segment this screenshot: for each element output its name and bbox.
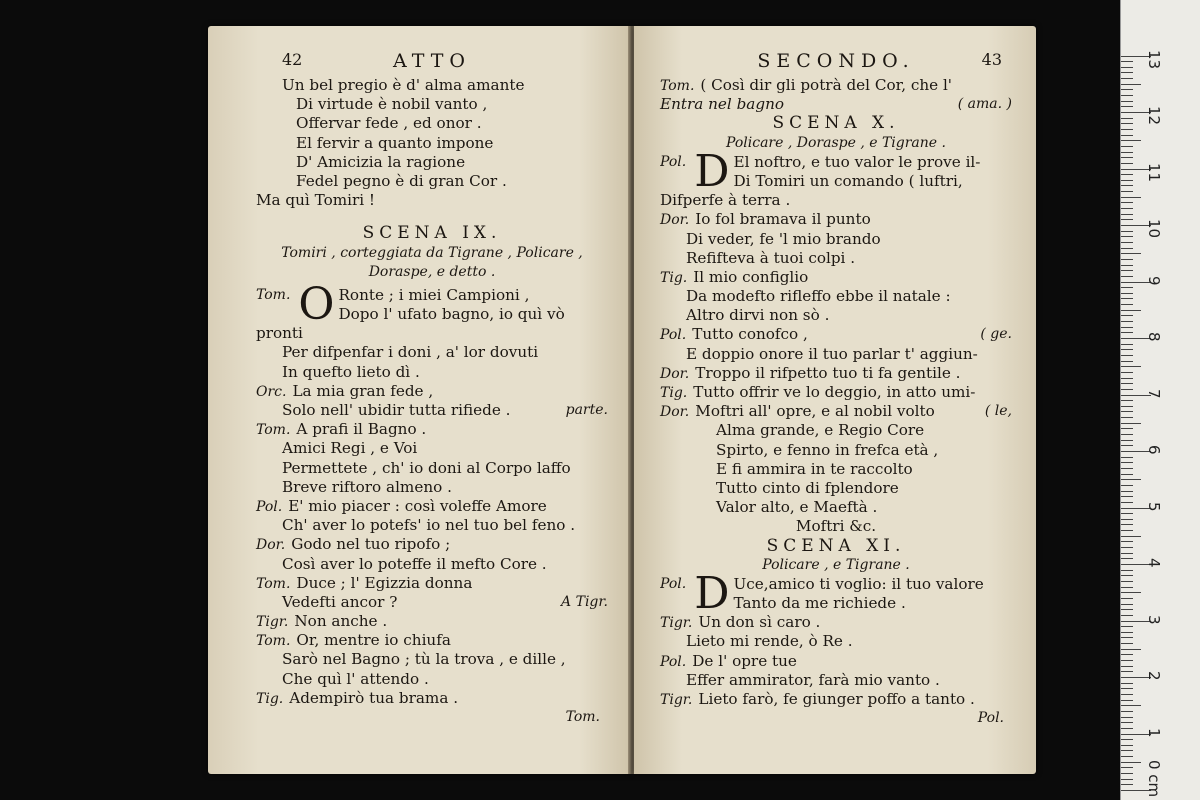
speaker-label: Pol.	[660, 575, 687, 592]
ruler-tick	[1121, 197, 1141, 198]
text-line	[256, 76, 608, 95]
text-line	[256, 689, 608, 708]
line-text: Per difpenfar i doni , a' lor dovuti	[282, 343, 539, 362]
text-line	[256, 153, 608, 172]
line-text: Duce ; l' Egizzia donna	[296, 573, 473, 592]
ruler-tick	[1121, 180, 1133, 181]
line-text: Spirto, e fenno in frefca età ,	[716, 440, 939, 459]
ruler-tick	[1121, 72, 1133, 73]
text-line	[660, 95, 1012, 114]
speaker-label: Tom.	[256, 422, 291, 439]
line-text: Che quì l' attendo .	[282, 669, 429, 688]
line-text: E doppio onore il tuo parlar t' aggiun-	[686, 344, 978, 363]
ruler-tick	[1121, 259, 1133, 260]
speaker-label: Dor.	[660, 365, 690, 382]
speaker-label: Pol.	[660, 327, 687, 344]
ruler-tick	[1121, 445, 1133, 446]
line-text: Adempirò tua brama .	[289, 688, 459, 707]
text-line	[660, 345, 1012, 364]
ruler-tick	[1121, 185, 1133, 186]
ruler-tick	[1121, 660, 1133, 661]
dialogue-line: Ronte ; i miei Campioni ,	[338, 285, 530, 304]
left-dialogue-block	[256, 324, 608, 708]
ruler-tick	[1121, 694, 1133, 695]
ruler-tick	[1121, 739, 1133, 740]
ruler-tick	[1121, 496, 1133, 497]
text-line	[256, 478, 608, 497]
line-text: La mia gran fede ,	[292, 381, 434, 400]
stage-direction: ( ge.	[980, 326, 1012, 343]
line-text: Godo nel tuo ripofo ;	[291, 535, 451, 554]
stage-direction: ( le,	[984, 403, 1012, 420]
text-line	[660, 421, 1012, 440]
ruler-tick	[1121, 626, 1133, 627]
ruler-tick	[1121, 78, 1133, 79]
ruler-tick	[1121, 784, 1133, 785]
text-line	[256, 420, 608, 439]
line-text: Alma grande, e Regio Core	[716, 421, 925, 440]
text-line	[660, 460, 1012, 479]
ruler-tick	[1121, 637, 1133, 638]
ruler-tick	[1121, 773, 1133, 774]
speaker-label: Pol.	[660, 653, 687, 670]
line-text: Effer ammirator, farà mio vanto .	[686, 670, 940, 689]
line-text: Da modefto rifleffo ebbe il natale :	[686, 287, 951, 306]
ruler-tick	[1121, 219, 1133, 220]
text-line	[256, 459, 608, 478]
speaker-label: Tig.	[660, 385, 688, 401]
ruler-tick	[1121, 728, 1133, 729]
ruler-tick	[1121, 474, 1133, 475]
ruler-tick	[1121, 61, 1133, 62]
speaker-label: Tom.	[256, 286, 291, 303]
ruler-tick	[1121, 146, 1133, 147]
ruler-tick	[1121, 349, 1133, 350]
text-line	[660, 632, 1012, 651]
ruler-tick	[1121, 592, 1141, 593]
text-line	[256, 497, 608, 516]
line-text: Moftri all' opre, e al nobil volto	[695, 402, 935, 421]
ruler-tick	[1121, 558, 1133, 559]
ruler-label: 1	[1145, 727, 1163, 738]
ruler-tick	[1121, 779, 1133, 780]
scene-heading-xi: SCENA XI.	[766, 535, 906, 556]
text-line	[660, 671, 1012, 690]
ruler-tick	[1121, 208, 1133, 209]
text-line	[660, 613, 1012, 632]
ruler-tick	[1121, 434, 1133, 435]
line-text: Di virtude è nobil vanto ,	[296, 95, 488, 114]
text-line	[256, 382, 608, 401]
text-line	[660, 230, 1012, 249]
ruler-tick	[1121, 406, 1133, 407]
text-line	[256, 650, 608, 669]
ruler-tick	[1121, 745, 1133, 746]
ruler-tick	[1121, 214, 1133, 215]
speaker-label: Orc.	[256, 383, 287, 400]
text-line	[256, 535, 608, 554]
ruler-tick	[1121, 191, 1133, 192]
scene-heading-x: SCENA X.	[772, 113, 900, 134]
text-line	[256, 324, 608, 343]
speaker-label: Tig.	[660, 269, 688, 286]
ruler-tick	[1121, 423, 1141, 424]
text-line	[660, 402, 1012, 421]
ruler-tick	[1121, 705, 1141, 706]
ruler-label: 5	[1145, 501, 1163, 512]
ruler-tick	[1121, 711, 1133, 712]
left-running-title: ATTO	[393, 50, 471, 72]
speaker-label: Tom.	[256, 633, 291, 650]
ruler-label: 0 cm	[1145, 760, 1163, 798]
ruler-tick	[1121, 118, 1133, 119]
speaker-label: Tigr.	[660, 692, 693, 708]
line-text: Breve riftoro almeno .	[282, 477, 452, 496]
ruler-tick	[1121, 756, 1133, 757]
right-running-head	[660, 50, 1012, 72]
ruler-tick	[1121, 400, 1133, 401]
ruler-tick	[1121, 123, 1133, 124]
text-line	[256, 363, 608, 382]
ruler-tick	[1121, 654, 1133, 655]
ruler-tick	[1121, 242, 1133, 243]
text-line	[660, 690, 1012, 709]
dialogue-line: Tanto da me richiede .	[733, 594, 906, 613]
right-page	[634, 26, 1036, 774]
drop-cap-block-xi	[660, 575, 1012, 613]
line-text: Refifteva à tuoi colpi .	[686, 248, 856, 267]
text-line	[256, 574, 608, 593]
ruler-label: 6	[1145, 445, 1163, 455]
ruler-tick	[1121, 293, 1133, 294]
line-text: Altro dirvi non sò .	[686, 306, 830, 325]
drop-cap-letter: D	[694, 574, 730, 614]
scene-xi-cast: Policare , e Tigrane .	[762, 556, 910, 573]
drop-cap-block-ix	[256, 286, 608, 324]
ruler-label: 12	[1145, 106, 1163, 126]
text-line	[660, 364, 1012, 383]
text-line	[660, 306, 1012, 325]
text-line	[660, 498, 1012, 517]
dialogue-line: Dopo l' ufato bagno, io quì vò	[338, 305, 565, 324]
line-text: Tutto offrir ve lo deggio, in atto umi-	[693, 383, 976, 401]
ruler-label: 2	[1145, 671, 1163, 681]
line-text: In quefto lieto dì .	[282, 362, 420, 381]
dialogue-line: Uce,amico ti voglio: il tuo valore	[733, 574, 984, 593]
line-text: A prafi il Bagno .	[296, 420, 427, 439]
ruler-tick	[1121, 95, 1133, 96]
text-line	[256, 134, 608, 153]
speaker-label: Tom.	[660, 78, 695, 94]
left-page-number: 42	[282, 50, 303, 69]
text-line	[256, 439, 608, 458]
text-line	[660, 249, 1012, 268]
stage-direction: A Tigr.	[561, 593, 608, 610]
ruler-tick	[1121, 541, 1133, 542]
line-text: Lieto farò, fe giunger poffo a tanto .	[698, 690, 975, 708]
ruler-tick	[1121, 378, 1133, 379]
text-line	[660, 652, 1012, 671]
ruler-tick	[1121, 315, 1133, 316]
speaker-label: Pol.	[256, 498, 283, 515]
ruler-tick	[1121, 163, 1133, 164]
line-text: ( Così dir gli potrà del Cor, che l'	[700, 76, 952, 94]
line-text: Tutto conofco ,	[692, 325, 808, 344]
ruler-tick	[1121, 129, 1133, 130]
line-text: Un bel pregio è d' alma amante	[282, 76, 525, 94]
ruler-tick	[1121, 202, 1133, 203]
line-text: Lieto mi rende, ò Re .	[686, 632, 853, 651]
line-text: De l' opre tue	[692, 651, 797, 670]
scene-ix-cast-line-1: Tomiri , corteggiata da Tigrane , Policare ,	[281, 244, 583, 261]
line-text: Ch' aver lo potefs' io nel tuo bel feno .	[282, 516, 576, 535]
ruler-tick	[1121, 649, 1141, 650]
ruler-tick	[1121, 231, 1133, 232]
line-text: Fedel pegno è di gran Cor .	[296, 171, 507, 190]
ruler-tick	[1121, 598, 1133, 599]
ruler-tick	[1121, 135, 1133, 136]
ruler-label: 3	[1145, 614, 1163, 625]
line-text: Valor alto, e Maeftà .	[716, 498, 878, 517]
ruler-tick	[1121, 462, 1133, 463]
line-text: Così aver lo poteffe il mefto Core .	[282, 554, 547, 573]
line-text: pronti	[256, 324, 303, 343]
drop-cap-letter: O	[298, 285, 335, 325]
dialogue-line: Di Tomiri un comando ( luftri,	[733, 171, 963, 190]
ruler-tick	[1121, 106, 1133, 107]
centimeter-ruler	[1120, 0, 1200, 800]
ruler-tick	[1121, 700, 1133, 701]
ruler-tick	[1121, 67, 1133, 68]
text-line	[256, 172, 608, 191]
ruler-tick	[1121, 372, 1133, 373]
text-line	[256, 631, 608, 650]
ruler-tick	[1121, 688, 1133, 689]
ruler-tick	[1121, 101, 1133, 102]
ruler-tick	[1121, 411, 1133, 412]
stage-direction: parte.	[565, 402, 608, 418]
ruler-tick	[1121, 643, 1133, 644]
ruler-tick	[1121, 762, 1141, 763]
ruler-tick	[1121, 152, 1133, 153]
ruler-tick	[1121, 361, 1133, 362]
ruler-tick	[1121, 84, 1141, 85]
scene-heading-ix: SCENA IX.	[362, 223, 502, 244]
left-verse-block	[256, 76, 608, 210]
ruler-tick	[1121, 519, 1133, 520]
ruler-tick	[1121, 174, 1133, 175]
text-line	[256, 516, 608, 535]
ruler-tick	[1121, 750, 1133, 751]
scene-x-cast: Policare , Doraspe , e Tigrane .	[726, 134, 946, 151]
ruler-tick	[1121, 547, 1133, 548]
ruler-tick	[1121, 248, 1133, 249]
text-line	[256, 612, 608, 631]
scene-ix-cast-line-2: Doraspe, e detto .	[368, 263, 496, 280]
line-text: Io fol bramava il punto	[695, 210, 871, 229]
line-text: Solo nell' ubidir tutta rifiede .	[282, 401, 511, 419]
drop-cap-block-x	[660, 153, 1012, 191]
line-text: Vedefti ancor ?	[282, 592, 398, 611]
ruler-tick	[1121, 440, 1133, 441]
text-line	[256, 191, 608, 210]
ruler-tick	[1121, 524, 1133, 525]
ruler-tick	[1121, 683, 1133, 684]
text-line	[660, 210, 1012, 229]
text-line	[256, 555, 608, 574]
text-line	[256, 95, 608, 114]
ruler-tick	[1121, 332, 1133, 333]
ruler-tick	[1121, 767, 1133, 768]
ruler-tick	[1121, 265, 1133, 266]
ruler-label: 4	[1145, 558, 1163, 568]
ruler-tick	[1121, 615, 1133, 616]
text-line	[660, 268, 1012, 287]
ruler-tick	[1121, 722, 1133, 723]
text-line	[256, 401, 608, 420]
line-text: El fervir a quanto impone	[296, 133, 494, 152]
text-line	[256, 670, 608, 689]
drop-cap-letter: D	[694, 152, 730, 192]
ruler-tick	[1121, 587, 1133, 588]
text-line	[660, 287, 1012, 306]
line-text: D' Amicizia la ragione	[296, 152, 466, 171]
ruler-tick	[1121, 717, 1133, 718]
ruler-tick	[1121, 417, 1133, 418]
ruler-tick	[1121, 157, 1133, 158]
text-line	[660, 479, 1012, 498]
ruler-label: 8	[1145, 332, 1163, 342]
right-page-number: 43	[981, 50, 1002, 69]
speaker-label: Tigr.	[256, 614, 289, 631]
ruler-tick	[1121, 327, 1133, 328]
ruler-tick	[1121, 609, 1133, 610]
line-text: Sarò nel Bagno ; tù la trova , e dille ,	[282, 650, 566, 669]
ruler-tick	[1121, 355, 1133, 356]
line-text: Entra nel bagno	[660, 95, 784, 114]
ruler-tick	[1121, 457, 1133, 458]
right-catchword: Pol.	[977, 710, 1004, 727]
speaker-label: Tig.	[256, 690, 284, 707]
ruler-tick	[1121, 389, 1133, 390]
text-line	[660, 191, 1012, 210]
line-text: Offervar fede , ed onor .	[296, 114, 482, 133]
speaker-label: Dor.	[256, 537, 286, 554]
ruler-tick	[1121, 253, 1141, 254]
text-line	[660, 383, 1012, 402]
ruler-tick	[1121, 536, 1141, 537]
stage-direction: ( ama. )	[957, 96, 1012, 113]
line-text: Non anche .	[294, 612, 388, 631]
ruler-tick	[1121, 581, 1133, 582]
ruler-tick	[1121, 321, 1133, 322]
ruler-tick	[1121, 604, 1133, 605]
line-text: Or, mentre io chiufa	[296, 631, 451, 650]
ruler-label: 7	[1145, 388, 1163, 399]
line-text: Un don sì caro .	[698, 613, 821, 632]
line-text: Di veder, fe 'l mio brando	[686, 229, 881, 248]
ruler-tick	[1121, 570, 1133, 571]
ruler-label: 9	[1145, 275, 1163, 286]
ruler-tick	[1121, 479, 1141, 480]
ruler-tick	[1121, 485, 1133, 486]
ruler-tick	[1121, 632, 1133, 633]
left-page	[208, 26, 630, 774]
line-text: Permettete , ch' io doni al Corpo laffo	[282, 458, 571, 477]
speaker-label: Dor.	[660, 212, 690, 229]
ruler-tick	[1121, 287, 1133, 288]
line-text: E fi ammira in te raccolto	[716, 459, 913, 478]
line-text: Ma quì Tomiri !	[256, 191, 376, 210]
text-line	[256, 343, 608, 362]
ruler-tick	[1121, 468, 1133, 469]
ruler-tick	[1121, 276, 1133, 277]
ruler-tick	[1121, 140, 1141, 141]
ruler-tick	[1121, 89, 1133, 90]
ruler-tick	[1121, 671, 1133, 672]
ruler-tick	[1121, 236, 1133, 237]
mostri-line: Moftri &c.	[795, 517, 877, 536]
ruler-tick	[1121, 502, 1133, 503]
ruler-tick	[1121, 553, 1133, 554]
line-text: Il mio configlio	[693, 267, 809, 286]
speaker-label: Pol.	[660, 153, 687, 170]
ruler-label: 10	[1145, 219, 1163, 239]
ruler-tick	[1121, 491, 1133, 492]
text-line	[256, 593, 608, 612]
ruler-tick	[1121, 513, 1133, 514]
ruler-tick	[1121, 298, 1133, 299]
ruler-tick	[1121, 428, 1133, 429]
speaker-label: Dor.	[660, 404, 690, 421]
ruler-label: 13	[1145, 49, 1163, 69]
ruler-tick	[1121, 575, 1133, 576]
right-dialogue-block	[660, 191, 1012, 517]
ruler-tick	[1121, 344, 1133, 345]
ruler-tick	[1121, 310, 1141, 311]
left-running-head	[256, 50, 608, 72]
right-closing-block	[660, 613, 1012, 709]
ruler-tick	[1121, 366, 1141, 367]
right-top-block	[660, 76, 1012, 114]
line-text: Troppo il rifpetto tuo ti fa gentile .	[695, 363, 961, 382]
line-text: E' mio piacer : così voleffe Amore	[288, 496, 547, 515]
text-line	[660, 441, 1012, 460]
line-text: Difperfe à terra .	[660, 191, 791, 210]
ruler-tick	[1121, 270, 1133, 271]
speaker-label: Tom.	[256, 575, 291, 592]
ruler-tick	[1121, 304, 1133, 305]
ruler-label: 11	[1145, 162, 1163, 182]
right-running-title: SECONDO.	[757, 50, 915, 72]
left-catchword: Tom.	[565, 709, 600, 725]
ruler-tick	[1121, 383, 1133, 384]
text-line	[256, 114, 608, 133]
speaker-label: Tigr.	[660, 615, 693, 632]
line-text: Tutto cinto di fplendore	[716, 478, 899, 497]
dialogue-line: El noftro, e tuo valor le prove il-	[733, 152, 981, 171]
line-text: Amici Regi , e Voi	[282, 439, 418, 458]
text-line	[660, 76, 1012, 95]
text-line	[660, 325, 1012, 344]
ruler-tick	[1121, 530, 1133, 531]
ruler-tick	[1121, 666, 1133, 667]
